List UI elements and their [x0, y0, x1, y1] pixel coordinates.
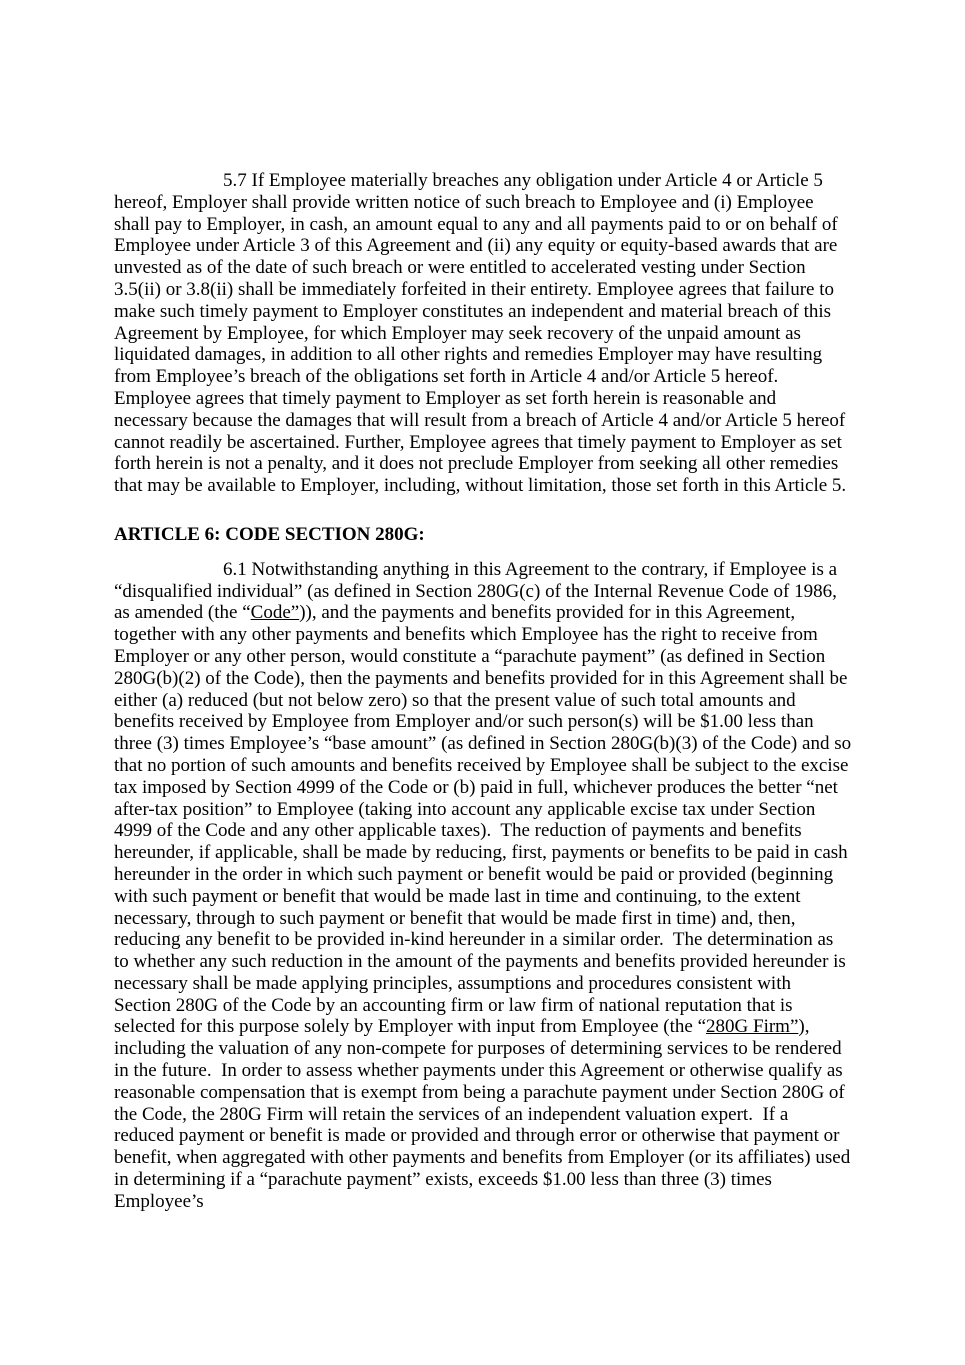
- section-heading: [114, 524, 852, 546]
- document-body: [114, 170, 856, 1240]
- text-run: ), including the valuation of any non-compete for purposes of determining services to be rendered in the future. In order to assess whether payments under this Agreement or otherwise qualify as reasonable compensation that is exempt from being a parachute payment under Section 280G of the Code, the 280G Firm will retain the services of an independent valuation expert. If a reduced payment or benefit is made or provided and through error or otherwise that payment or benefit, when aggregated with other payments and benefits from Employer (or its affiliates) used in determining if a “parachute payment” exists, exceeds $1.00 less than three (3) times Employee’s: [114, 1016, 855, 1212]
- defined-term-underlined: 280G Firm”: [706, 1016, 799, 1038]
- text-run: ARTICLE 6: CODE SECTION 280G:: [114, 523, 425, 545]
- text-run: 5.7 If Employee materially breaches any obligation under Article 4 or Article 5 hereof, Employer shall provide written notice of such breach to Employee and (i) Employee shall pay to Employer, in cash, an amount equal to any and all payments paid to or on behalf of Employee under Article 3 of this Agreement and (ii) any equity or equity-based awards that are unvested as of the date of such breach or were entitled to accelerated vesting under Section 3.5(ii) or 3.8(ii) shall be immediately forfeited in their entirety. Employee agrees that failure to make such timely payment to Employer constitutes an independent and material breach of this Agreement by Employee, for which Employer may seek recovery of the unpaid amount as liquidated damages, in addition to all other rights and remedies Employer may have resulting from Employee’s breach of the obligations set forth in Article 4 and/or Article 5 hereof. Employee agrees that timely payment to Employer as set forth herein is reasonable and necessary because the damages that will result from a breach of Article 4 and/or Article 5 hereof cannot readily be ascertained. Further, Employee agrees that timely payment to Employer as set forth herein is not a penalty, and it does not preclude Employer from seeking all other remedies that may be available to Employer, including, without limitation, those set forth in this Article 5.: [114, 170, 850, 497]
- paragraph-5-7: [114, 170, 852, 497]
- text-run: )), and the payments and benefits provided for in this Agreement, together with any other payments and benefits which Employee has the right to receive from Employer or any other person, would constitute a “parachute payment” (as defined in Section 280G(b)(2) of the Code), then the payments and benefits provided for in this Agreement shall be either (a) reduced (but not below zero) so that the present value of such total amounts and benefits received by Employee from Employer and/or such person(s) will be $1.00 less than three (3) times Employee’s “base amount” (as defined in Section 280G(b)(3) of the Code) and so that no portion of such amounts and benefits received by Employee shall be subject to the excise tax imposed by Section 4999 of the Code or (b) paid in full, whichever produces the better “net after-tax position” to Employee (taking into account any applicable excise tax under Section 4999 of the Code and any other applicable taxes). The reduction of payments and benefits hereunder, if applicable, shall be made by reducing, first, payments or benefits to be paid in cash hereunder in the order in which such payment or benefit would be paid or provided (beginning with such payment or benefit that would be made last in time and continuing, to the extent necessary, through to such payment or benefit that would be made first in time) and, then, reducing any benefit to be provided in-kind hereunder in a similar order. The determination as to whether any such reduction in the amount of the payments and benefits provided hereunder is necessary shall be made applying principles, assumptions and procedures consistent with Section 280G of the Code by an accounting firm or law firm of national reputation that is selected for this purpose solely by Employer with input from Employee (the “: [114, 602, 856, 1038]
- defined-term-underlined: Code”: [250, 602, 300, 624]
- paragraph-6-1: [114, 558, 856, 1213]
- text-run: 6.1 Notwithstanding anything in this Agreement to the contrary, if Employee is a “disqualified individual” (as defined in Section 280G(c) of the Internal Revenue Code of 1986, as amended (the “: [114, 558, 842, 624]
